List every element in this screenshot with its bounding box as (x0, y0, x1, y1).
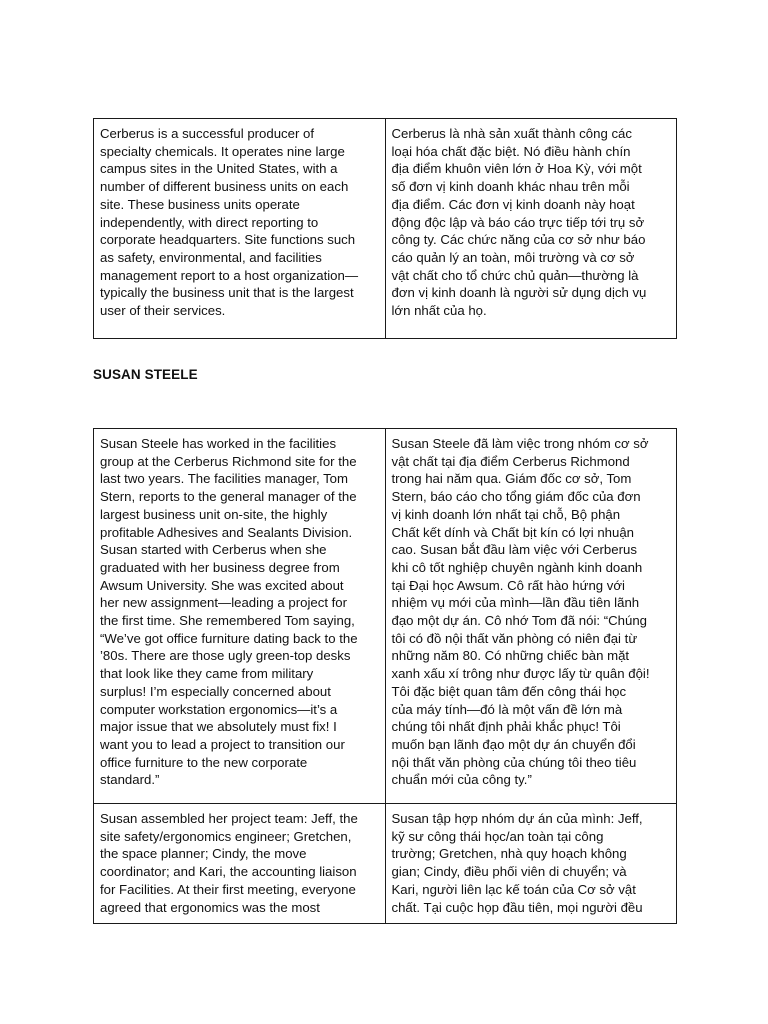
text-line: independently, with direct reporting to (100, 214, 319, 230)
para1-english-cell (94, 429, 386, 804)
table-row (94, 804, 677, 924)
text-line: her new assignment—leading a project for (100, 595, 348, 611)
text-line: những năm 80. Có những chiếc bàn mặt (391, 648, 630, 664)
text-line: site. These business units operate (100, 196, 300, 212)
text-line: loại hóa chất đặc biệt. Nó điều hành chín (391, 143, 631, 159)
text-line: Stern, báo cáo cho tổng giám đốc của đơn (391, 489, 641, 505)
text-line: major issue that we absolutely must fix! I (100, 719, 337, 735)
text-line: khi cô tốt nghiệp chuyên ngành kinh doanh (391, 559, 643, 575)
text-line: that look like they came from military (100, 666, 314, 682)
text-line: as safety, environmental, and facilities (100, 249, 322, 265)
text-line: typically the business unit that is the largest (100, 285, 354, 301)
text-line: campus sites in the United States, with a (100, 161, 338, 177)
intro-vietnamese-text (392, 125, 671, 320)
text-line: trong hai năm qua. Giám đốc cơ sở, Tom (391, 471, 632, 487)
text-line: number of different business units on each (100, 179, 349, 195)
text-line: management report to a host organization— (100, 267, 359, 283)
text-line: Stern, reports to the general manager of the (100, 489, 357, 505)
text-line: graduated with her business degree from (100, 559, 340, 575)
text-line: group at the Cerberus Richmond site for the (100, 453, 357, 469)
para2-vietnamese-cell (385, 804, 677, 924)
text-line: vị kinh doanh lớn nhất tại chỗ, Bộ phận (391, 506, 621, 522)
text-line: Cerberus là nhà sản xuất thành công các (391, 126, 632, 141)
text-line: kỹ sư công thái học/an toàn tại công (391, 828, 604, 844)
text-line: công ty. Các chức năng của cơ sở như báo (391, 232, 646, 248)
text-line: chuẩn mới của công ty.” (391, 772, 532, 788)
text-line: động độc lập và báo cáo trực tiếp tới trụ sở (391, 214, 645, 230)
text-line: tôi có đồ nội thất văn phòng có niên đại từ (391, 630, 638, 646)
text-line: office furniture to the new corporate (100, 754, 308, 770)
intro-english-cell (94, 119, 386, 339)
text-line: xanh xấu xí trông như được lấy từ quân đội! (391, 666, 650, 682)
text-line: đạo một dự án. Cô nhớ Tom đã nói: “Chúng (391, 613, 647, 629)
text-line: Susan tập hợp nhóm dự án của mình: Jeff, (391, 811, 643, 826)
para1-vietnamese-cell (385, 429, 677, 804)
text-line: last two years. The facilities manager, Tom (100, 471, 348, 487)
text-line: của máy tính—đó là một vấn đề lớn mà (391, 701, 623, 717)
intro-vietnamese-cell (385, 119, 677, 339)
text-line: muốn bạn lãnh đạo một dự án chuyển đổi (391, 736, 636, 752)
text-line: largest business unit on-site, the highly (100, 506, 328, 522)
intro-table (93, 118, 677, 339)
text-line: specialty chemicals. It operates nine large (100, 143, 345, 159)
text-line: tại Đại học Awsum. Cô rất hào hứng với (391, 577, 625, 593)
intro-english-text (100, 125, 379, 320)
text-line: Tôi đặc biệt quan tâm đến công thái học (391, 683, 627, 699)
text-line: gian; Cindy, điều phối viên di chuyển; và (391, 864, 627, 880)
para1-vietnamese-text (392, 435, 671, 789)
para2-english-text (100, 810, 379, 916)
text-line: user of their services. (100, 303, 226, 319)
para2-vietnamese-text (392, 810, 671, 916)
text-line: profitable Adhesives and Sealants Division. (100, 524, 353, 540)
text-line: trường; Gretchen, nhà quy hoạch không (391, 846, 627, 862)
text-line: cao. Susan bắt đầu làm việc với Cerberus (391, 542, 637, 558)
para2-english-cell (94, 804, 386, 924)
text-line: số đơn vị kinh doanh khác nhau trên mỗi (391, 179, 630, 195)
text-line: cáo quản lý an toàn, môi trường và cơ sở (391, 249, 635, 265)
text-line: đơn vị kinh doanh là người sử dụng dịch vụ (391, 285, 647, 301)
text-line: chất. Tại cuộc họp đầu tiên, mọi người đều (391, 899, 643, 915)
text-line: computer workstation ergonomics—it’s a (100, 701, 338, 717)
table-row (94, 429, 677, 804)
text-line: Awsum University. She was excited about (100, 577, 344, 593)
story-table (93, 428, 677, 924)
text-line: corporate headquarters. Site functions such (100, 232, 356, 248)
text-line: ’80s. There are those ugly green-top desks (100, 648, 351, 664)
text-line: Susan Steele has worked in the facilities (100, 436, 337, 451)
para1-english-text (100, 435, 379, 789)
text-line: Chất kết dính và Chất bịt kín có lợi nhuận (391, 524, 635, 540)
text-line: the first time. She remembered Tom saying, (100, 613, 355, 629)
text-line: site safety/ergonomics engineer; Gretchen, (100, 828, 352, 844)
text-line: vật chất cho tổ chức chủ quản—thường là (391, 267, 639, 283)
table-row (94, 119, 677, 339)
text-line: Susan started with Cerberus when she (100, 542, 327, 558)
text-line: Cerberus is a successful producer of (100, 126, 315, 141)
text-line: Kari, người liên lạc kế toán của Cơ sở vật (391, 881, 636, 897)
text-line: surplus! I’m especially concerned about (100, 683, 331, 699)
text-line: Susan assembled her project team: Jeff, the (100, 811, 358, 826)
text-line: standard.” (100, 772, 160, 788)
text-line: vật chất tại địa điểm Cerberus Richmond (391, 453, 630, 469)
section-heading: SUSAN STEELE (93, 367, 198, 382)
text-line: địa điểm khuôn viên lớn ở Hoa Kỳ, với một (391, 161, 642, 177)
text-line: Susan Steele đã làm việc trong nhóm cơ sở (391, 436, 649, 451)
text-line: for Facilities. At their first meeting, everyone (100, 881, 356, 897)
text-line: địa điểm. Các đơn vị kinh doanh này hoạt (391, 196, 635, 212)
text-line: lớn nhất của họ. (391, 303, 487, 319)
text-line: coordinator; and Kari, the accounting liaison (100, 864, 357, 880)
text-line: chúng tôi nhất định phải khắc phục! Tôi (391, 719, 621, 735)
text-line: want you to lead a project to transition our (100, 736, 345, 752)
text-line: the space planner; Cindy, the move (100, 846, 307, 862)
text-line: agreed that ergonomics was the most (100, 899, 320, 915)
text-line: nội thất văn phòng của chúng tôi theo tiêu (391, 754, 637, 770)
text-line: “We’ve got office furniture dating back to the (100, 630, 358, 646)
text-line: nhiệm vụ mới của mình—lần đầu tiên lãnh (391, 595, 640, 611)
